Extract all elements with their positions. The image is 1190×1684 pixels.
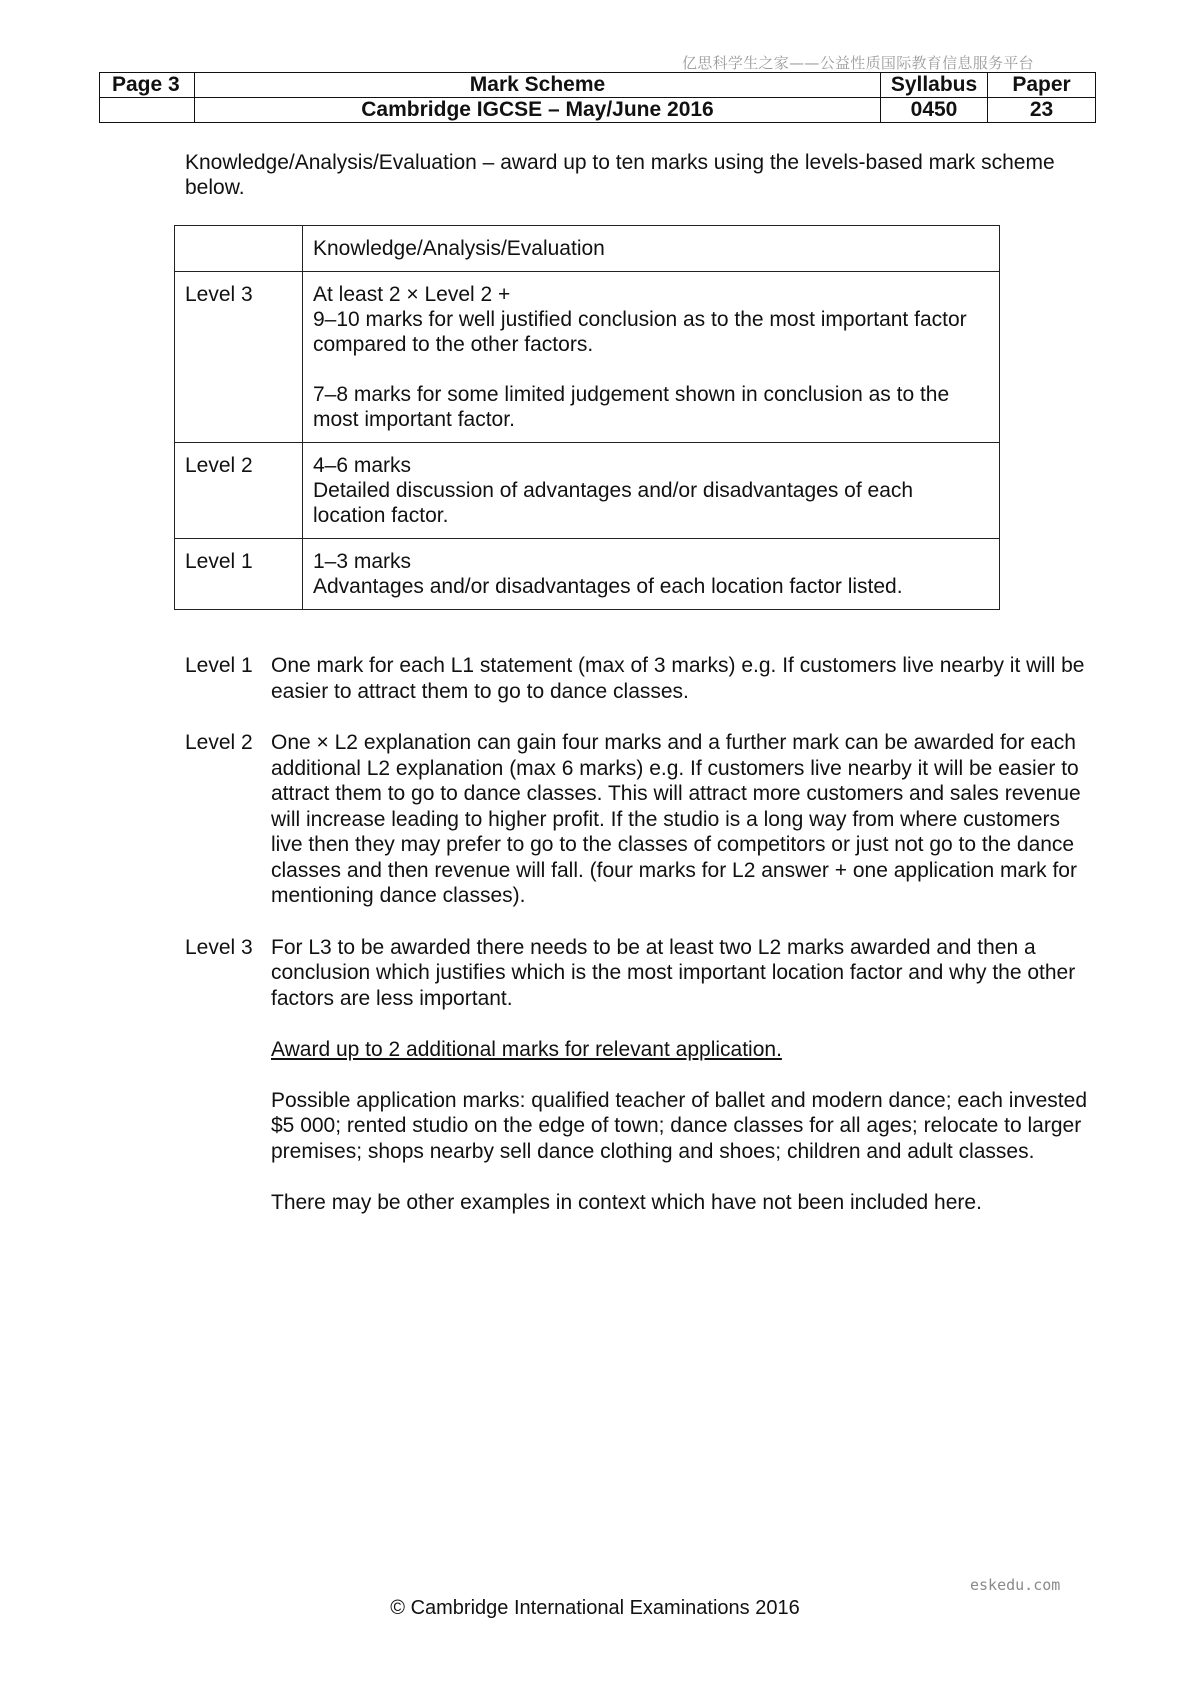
- note-level-2: [185, 730, 1095, 909]
- note-body: [271, 935, 1095, 1216]
- levels-header-empty: [175, 226, 303, 272]
- syllabus-label: Syllabus: [881, 73, 988, 98]
- header-empty-cell: [100, 98, 195, 123]
- exam-name: Cambridge IGCSE – May/June 2016: [195, 98, 881, 123]
- intro-text: Knowledge/Analysis/Evaluation – award up to ten marks using the levels-based mark scheme below.: [185, 151, 1055, 199]
- syllabus-code: 0450: [881, 98, 988, 123]
- level-line: 9–10 marks for well justified conclusion as to the most important factor compared to the other factors.: [313, 308, 967, 356]
- note-text: For L3 to be awarded there needs to be at least two L2 marks awarded and then a conclusion which justifies which is the most important location factor and why the other factors are less important.: [271, 935, 1076, 1010]
- level-label: Level 2: [175, 443, 303, 539]
- note-level-1: [185, 653, 1095, 704]
- level-line: 7–8 marks for some limited judgement shown in conclusion as to the most important factor.: [313, 383, 950, 431]
- level-line: 4–6 marks: [313, 454, 412, 477]
- copyright-footer: © Cambridge International Examinations 2016: [390, 1597, 800, 1619]
- level-line: Detailed discussion of advantages and/or disadvantages of each location factor.: [313, 479, 914, 527]
- level-2-row: [175, 443, 1000, 539]
- award-application-note: Award up to 2 additional marks for relevant application.: [271, 1037, 782, 1061]
- page-number: Page 3: [100, 73, 195, 98]
- note-text: One × L2 explanation can gain four marks and a further mark can be awarded for each additional L2 explanation (max 6 marks) e.g. If customers live nearby it will be easier to attract them to go to dance classes. This will attract more customers and sales revenue will increase leading to higher profit. If the studio is a long way from where customers live then they may prefer to go to the classes of competitors or just not go to the dance classes and then revenue will fall. (four marks for L2 answer + one application mark for mentioning dance classes).: [271, 731, 1081, 907]
- note-text: One mark for each L1 statement (max of 3 marks) e.g. If customers live nearby it will be easier to attract them to go to dance classes.: [271, 654, 1085, 703]
- header-table: [99, 72, 1096, 123]
- other-examples-note: There may be other examples in context which have not been included here.: [271, 1190, 982, 1214]
- note-body: [271, 653, 1095, 704]
- level-description: [303, 539, 1000, 610]
- note-label: Level 2: [185, 731, 253, 754]
- level-description: [303, 272, 1000, 443]
- levels-table: [174, 225, 1000, 610]
- level-notes: [185, 653, 1095, 1241]
- levels-header: Knowledge/Analysis/Evaluation: [303, 226, 1000, 272]
- document-title: Mark Scheme: [195, 73, 881, 98]
- level-description: [303, 443, 1000, 539]
- level-line: 1–3 marks: [313, 550, 412, 573]
- note-label: Level 1: [185, 654, 253, 677]
- watermark-bottom: eskedu.com: [970, 1576, 1061, 1594]
- watermark-top: 亿思科学生之家——公益性质国际教育信息服务平台: [682, 54, 1034, 72]
- header-row-1: [100, 73, 1096, 98]
- level-line: At least 2 × Level 2 +: [313, 283, 511, 306]
- level-label: Level 1: [175, 539, 303, 610]
- note-level-3: [185, 935, 1095, 1216]
- paper-label: Paper: [988, 73, 1096, 98]
- level-1-row: [175, 539, 1000, 610]
- header-row-2: [100, 98, 1096, 123]
- note-body: [271, 730, 1095, 909]
- level-label: Level 3: [175, 272, 303, 443]
- levels-header-row: [175, 226, 1000, 272]
- paper-number: 23: [988, 98, 1096, 123]
- level-line: Advantages and/or disadvantages of each location factor listed.: [313, 575, 903, 598]
- level-3-row: [175, 272, 1000, 443]
- note-label: Level 3: [185, 935, 253, 959]
- possible-application-marks: Possible application marks: qualified teacher of ballet and modern dance; each invested $5 000; rented studio on the edge of town; dance classes for all ages; relocate to larger premises; shops nearby sell dance clothing and shoes; children and adult classes.: [271, 1088, 1087, 1163]
